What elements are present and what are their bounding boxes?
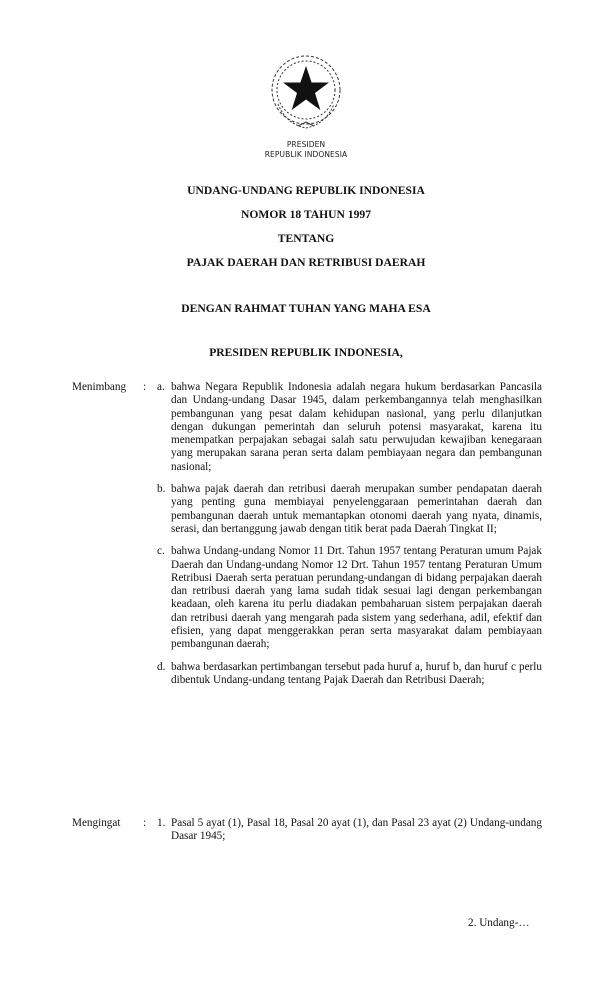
law-title: UNDANG-UNDANG REPUBLIK INDONESIA (187, 184, 425, 197)
item-marker: a. (157, 381, 165, 393)
issuer: PRESIDEN REPUBLIK INDONESIA, (209, 346, 403, 359)
consideration-item (72, 483, 542, 536)
item-text: Pasal 5 ayat (1), Pasal 18, Pasal 20 ayat (1), dan Pasal 23 ayat (2) Undang-undang Dasar 1945; (171, 817, 542, 843)
emblem-caption-president: PRESIDEN (286, 140, 326, 149)
item-marker: c. (157, 545, 165, 558)
item-text: bahwa Undang-undang Nomor 11 Drt. Tahun 1957 tentang Peraturan umum Pajak Daerah dan Undang-undang Nomor 12 Drt. Tahun 1957 tentang Peraturan Umum Retribusi Daerah serta peratuan perundang-undangan di bidang perpajakan daerah dan retribusi daerah yang lama sudah tidak sesuai lagi dengan perkembangan keadaan, oleh karena itu perlu diadakan pembaharuan sistem perpajakan daerah dan retribusi daerah yang mengarah pada sistem yang sederhana, adil, efektif dan efisien, yang dapat menggerakkan peran serta masyarakat dalam pembiayaan pembangunan daerah; (171, 545, 542, 651)
law-number: NOMOR 18 TAHUN 1997 (241, 208, 371, 221)
legal-basis-item (72, 817, 542, 844)
item-marker: 1. (157, 817, 166, 829)
menimbang-label: Menimbang (72, 381, 127, 393)
item-text: bahwa berdasarkan pertimbangan tersebut pada huruf a, huruf b, dan huruf c perlu dibentuk Undang-undang tentang Pajak Daerah dan Retribusi Daerah; (171, 660, 542, 686)
consideration-item (72, 661, 542, 688)
mengingat-section (72, 817, 542, 853)
item-text: bahwa Negara Republik Indonesia adalah negara hukum berdasarkan Pancasila dan Undang-undang Dasar 1945, dalam perkembangannya telah menghasilkan pembangunan yang pesat dalam kehidupan nasional, yang perlu dilanjutkan dengan dukungan pemerintah dan seluruh potensi masyarakat, karena itu menempatkan perpajakan sebagai salah satu perwujudan kewajiban kenegaraan yang merupakan sarana peran serta dalam pembiayaan negara dan pembangunan nasional; (171, 381, 542, 473)
item-marker: d. (157, 660, 166, 673)
consideration-item (72, 545, 542, 651)
garuda-star-emblem-icon (268, 52, 344, 136)
menimbang-colon: : (143, 381, 147, 393)
menimbang-section (72, 381, 542, 696)
mengingat-label: Mengingat (72, 817, 121, 829)
mengingat-colon: : (143, 817, 147, 829)
item-text: bahwa pajak daerah dan retribusi daerah merupakan sumber pendapatan daerah yang penting guna membiayai penyelenggaraan pemerintahan daerah dan pembangunan daerah untuk memantapkan otonomi daerah yang nyata, dinamis, serasi, dan bertanggung jawab dengan titik berat pada Daerah Tingkat II; (171, 483, 542, 535)
consideration-item (72, 381, 542, 474)
emblem-caption-republic: REPUBLIK INDONESIA (264, 150, 348, 159)
law-subject: PAJAK DAERAH DAN RETRIBUSI DAERAH (186, 256, 426, 269)
page-continuation: 2. Undang-… (468, 917, 530, 929)
item-marker: b. (157, 483, 166, 496)
law-about-label: TENTANG (277, 232, 335, 245)
invocation: DENGAN RAHMAT TUHAN YANG MAHA ESA (181, 302, 431, 315)
